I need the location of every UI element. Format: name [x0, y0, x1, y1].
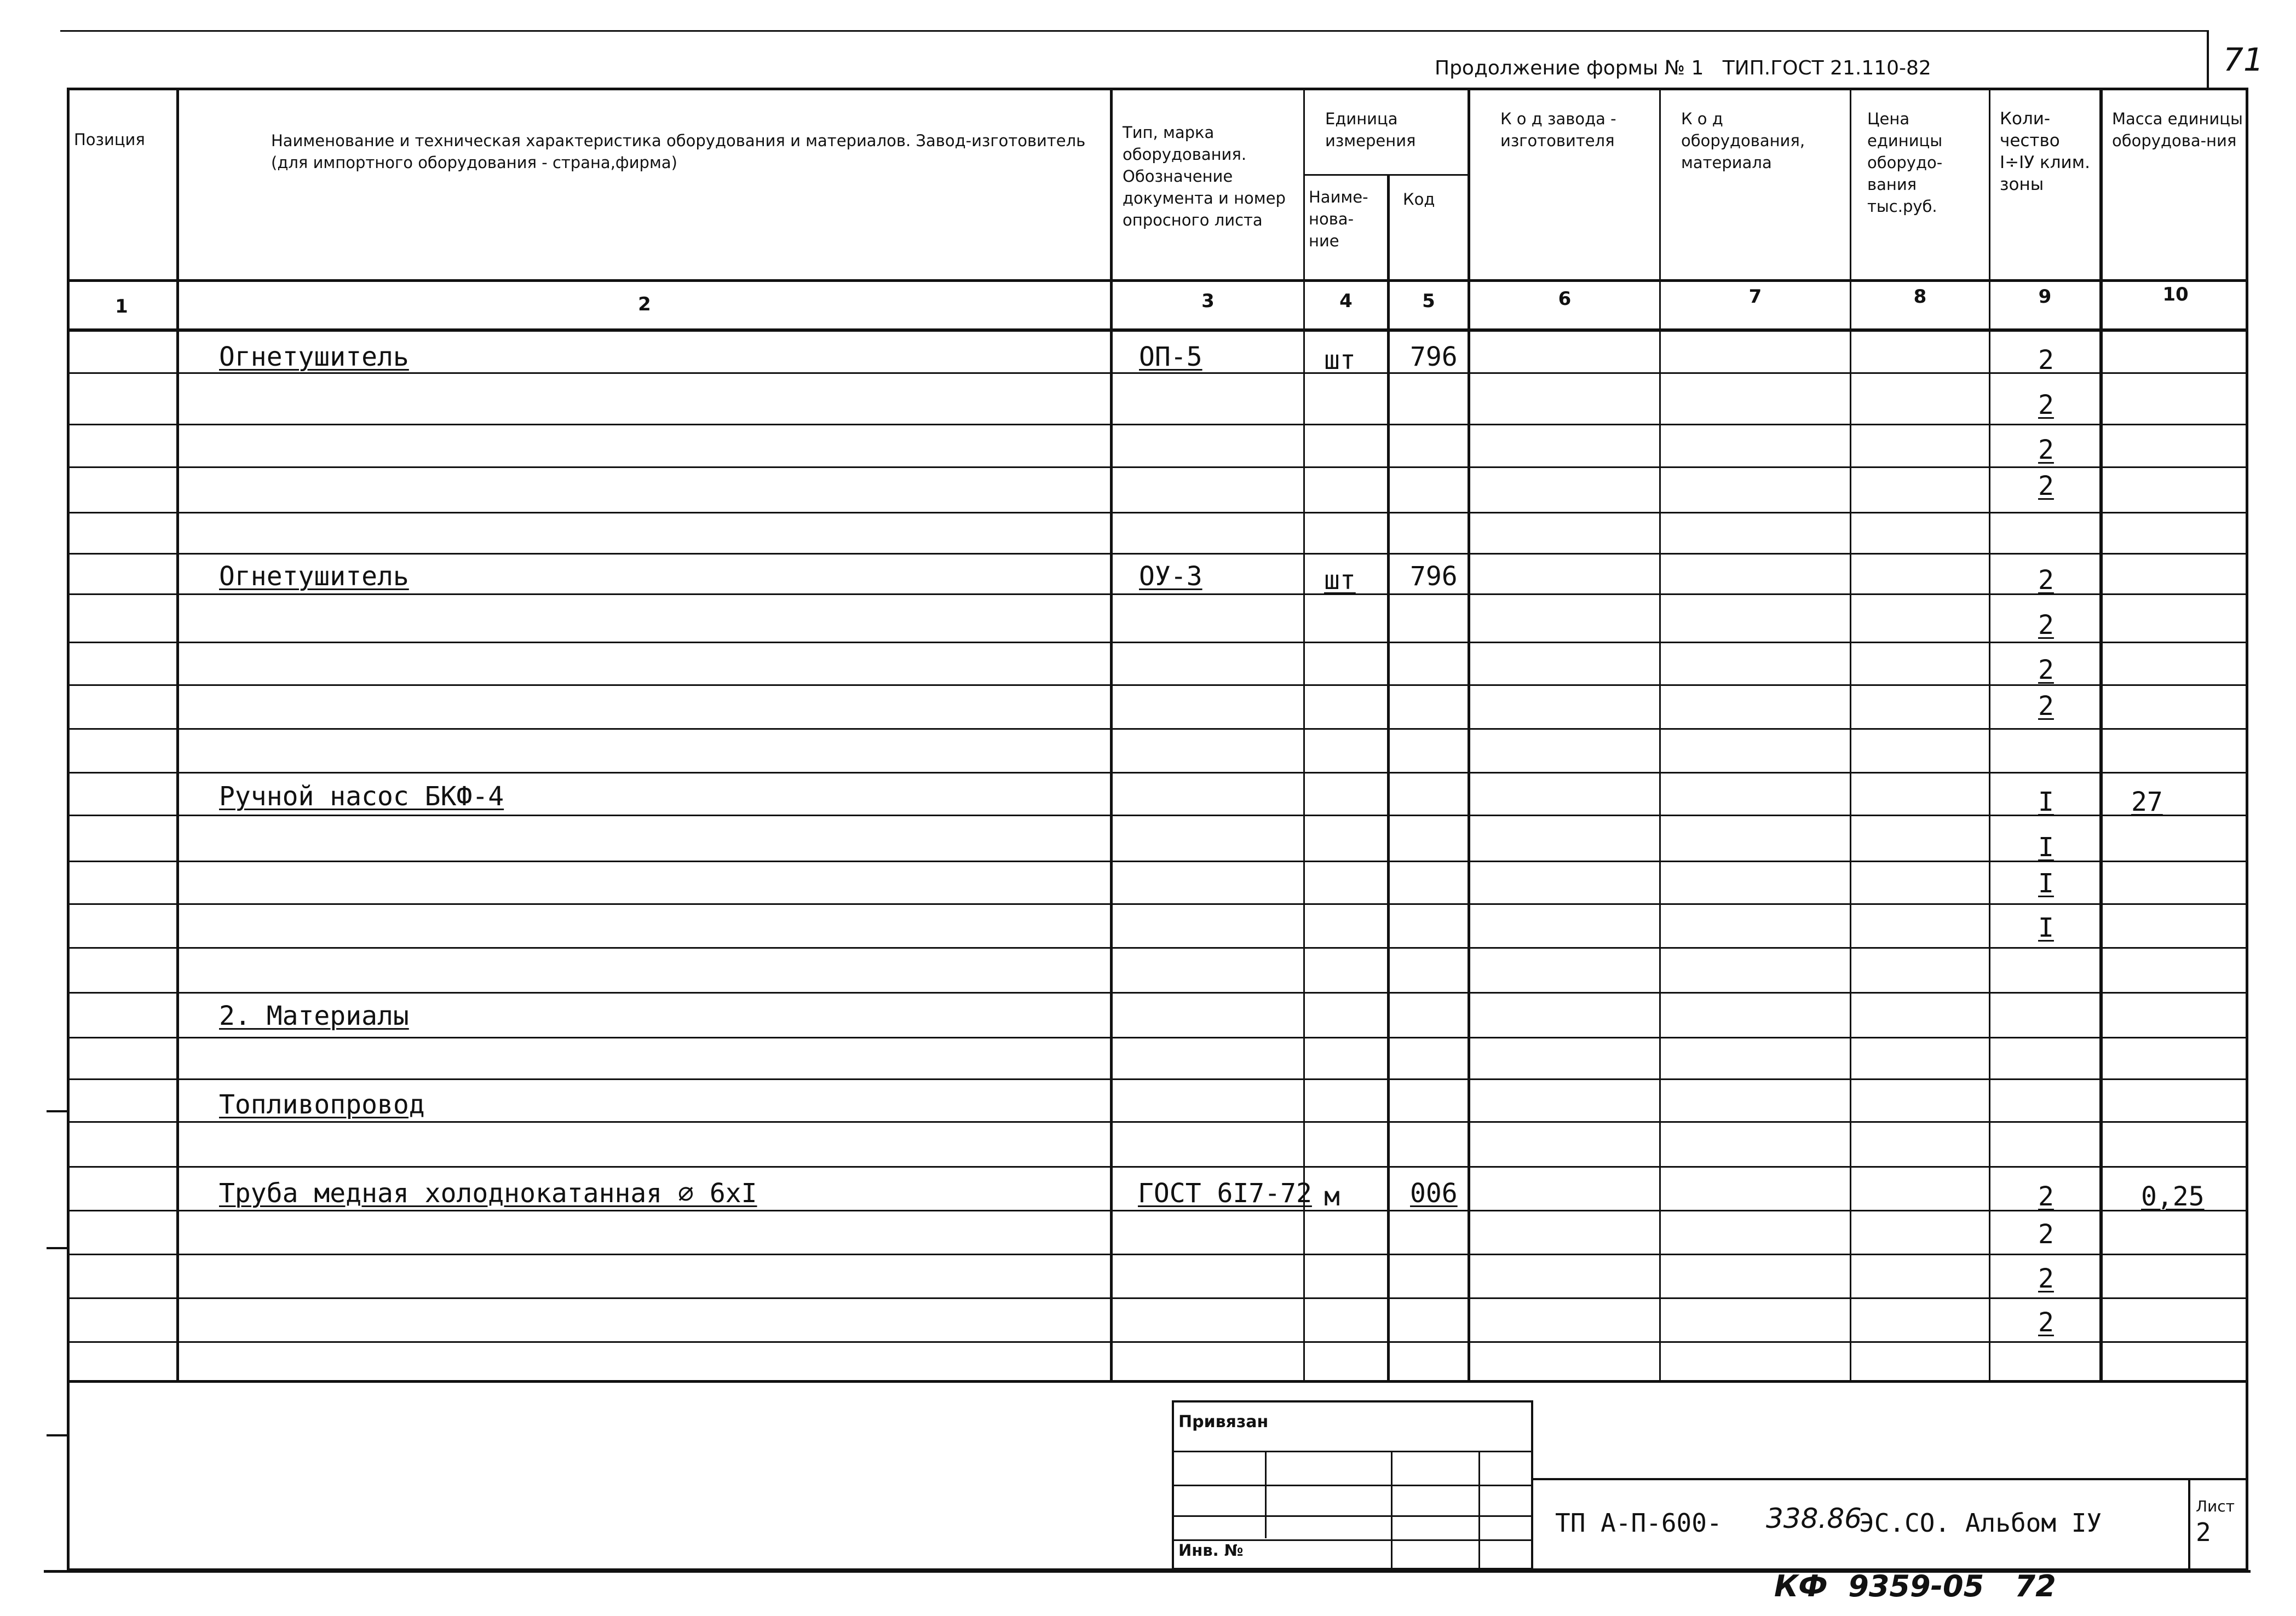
row-rule	[67, 642, 2248, 643]
margin-tick	[47, 1247, 68, 1249]
doc-code-handwritten: 338.86	[1766, 1503, 1862, 1534]
row-9-name: Ручной насос БКФ-4	[219, 781, 504, 812]
row-9-qty: I	[2038, 787, 2054, 817]
col-header-type: Тип, марка оборудования. Обозначение документа и номер опросного листа	[1123, 123, 1286, 229]
row-16-qty: 2	[2038, 1219, 2054, 1250]
row-4-qty: 2	[2038, 471, 2054, 501]
row-5-name: Огнетушитель	[219, 561, 409, 592]
stamp-col	[1265, 1451, 1267, 1538]
stamp-col	[1391, 1451, 1392, 1570]
row-6-qty: 2	[2038, 610, 2054, 640]
colnum-bottom-rule	[67, 328, 2248, 332]
row-rule	[67, 1166, 2248, 1168]
row-3-qty: 2	[2038, 435, 2054, 465]
row-rule	[67, 772, 2248, 774]
col-num-9: 9	[2038, 286, 2052, 308]
row-1-qty: 2	[2038, 345, 2054, 376]
inv-label: Инв. №	[1178, 1541, 1244, 1560]
row-rule	[67, 947, 2248, 949]
row-15-code: 006	[1410, 1178, 1458, 1209]
page-number: 71	[2223, 41, 2264, 78]
top-rule	[60, 30, 2207, 32]
col-num-8: 8	[1913, 286, 1927, 308]
col-line-4	[1387, 174, 1390, 1383]
col-num-6: 6	[1558, 288, 1572, 310]
col-num-7: 7	[1748, 286, 1762, 308]
col-line-5	[1468, 88, 1470, 1383]
col-header-name: Наименование и техническая характеристика оборудования и материалов. Завод-изготовитель (для импортного оборудования - страна,фирма)	[271, 131, 1086, 172]
margin-tick	[47, 1434, 68, 1436]
row-rule	[67, 903, 2248, 905]
row-9-mass: 27	[2131, 787, 2163, 817]
row-rule	[67, 1254, 2248, 1255]
col-line-1	[176, 88, 179, 1383]
row-rule	[67, 593, 2248, 595]
col-line-6	[1659, 88, 1661, 1383]
row-rule	[67, 684, 2248, 686]
col-header-price: Цена единицы оборудо-вания тыс.руб.	[1867, 109, 1943, 216]
row-14-name: Топливопровод	[219, 1089, 425, 1120]
row-8-qty: 2	[2038, 691, 2054, 722]
stamp-col	[1478, 1451, 1480, 1570]
col-num-5: 5	[1422, 290, 1435, 312]
title-col	[2188, 1478, 2190, 1571]
col-header-position: Позиция	[74, 130, 145, 149]
row-18-qty: 2	[2038, 1307, 2054, 1338]
title-block	[67, 1380, 2248, 1571]
row-rule	[67, 466, 2248, 468]
row-rule	[67, 424, 2248, 425]
row-10-qty: I	[2038, 832, 2054, 863]
row-12-qty: I	[2038, 913, 2054, 943]
col-header-unit-name: Наиме-нова-ние	[1309, 188, 1368, 250]
row-5-qty: 2	[2038, 565, 2054, 596]
row-rule	[67, 1037, 2248, 1038]
sheet-number: 2	[2196, 1517, 2211, 1547]
col-header-unit: Единица измерения	[1325, 109, 1416, 150]
row-rule	[67, 815, 2248, 816]
row-rule	[67, 1341, 2248, 1343]
row-5-unit: шт	[1324, 565, 1356, 596]
col-line-2	[1110, 88, 1113, 1383]
col-line-7	[1850, 88, 1851, 1383]
row-rule	[67, 512, 2248, 513]
row-15-name: Труба медная холоднокатанная ∅ 6хI	[219, 1178, 757, 1209]
row-2-qty: 2	[2038, 390, 2054, 420]
row-5-code: 796	[1410, 561, 1458, 592]
title-rule	[1533, 1478, 2248, 1480]
col-line-8	[1989, 88, 1990, 1383]
row-rule	[67, 1078, 2248, 1080]
col-num-2: 2	[638, 293, 651, 315]
col-header-quantity: Коли-чество I÷IУ клим. зоны	[2000, 109, 2090, 194]
row-15-mass: 0,25	[2141, 1181, 2205, 1212]
album-label: ЭС.СО. Альбом IУ	[1859, 1508, 2102, 1538]
row-15-unit: м	[1324, 1181, 1340, 1212]
footer-code: КФ 9359-05 72	[1774, 1569, 2056, 1603]
row-1-code: 796	[1410, 342, 1458, 372]
col-num-4: 4	[1339, 290, 1353, 312]
row-11-qty: I	[2038, 868, 2054, 899]
row-1-unit: шт	[1324, 345, 1356, 376]
col-line-9	[2099, 88, 2103, 1383]
row-5-type: ОУ-3	[1139, 561, 1202, 592]
row-1-name: Огнетушитель	[219, 342, 409, 372]
col-header-unit-code: Код	[1403, 190, 1435, 209]
row-1-type: ОП-5	[1139, 342, 1202, 372]
row-15-qty: 2	[2038, 1181, 2054, 1212]
sheet-label: Лист	[2196, 1497, 2235, 1515]
col-header-material-code: К о д оборудования, материала	[1681, 109, 1805, 172]
row-rule	[67, 992, 2248, 994]
doc-code-prefix: ТП А-П-600-	[1555, 1508, 1722, 1538]
header-bottom-rule	[67, 279, 2248, 282]
col-num-10: 10	[2162, 284, 2189, 305]
col-header-plant-code: К о д завода - изготовителя	[1500, 109, 1616, 150]
row-rule	[67, 1297, 2248, 1299]
col-num-3: 3	[1201, 290, 1215, 312]
row-15-type: ГОСТ 6I7-72	[1138, 1178, 1312, 1209]
row-rule	[67, 861, 2248, 862]
row-7-qty: 2	[2038, 655, 2054, 685]
row-13-name: 2. Материалы	[219, 1001, 409, 1031]
margin-tick	[47, 1110, 68, 1112]
row-rule	[67, 1121, 2248, 1123]
form-heading: Продолжение формы № 1 ТИП.ГОСТ 21.110-82	[1435, 57, 1931, 79]
col-header-mass: Масса единицы оборудова-ния	[2112, 109, 2243, 150]
row-rule	[67, 728, 2248, 730]
row-17-qty: 2	[2038, 1263, 2054, 1294]
privyazan-label: Привязан	[1178, 1412, 1269, 1432]
col-num-1: 1	[115, 296, 128, 318]
row-rule	[67, 1210, 2248, 1211]
row-rule	[67, 553, 2248, 555]
page-number-box-line	[2207, 30, 2209, 90]
